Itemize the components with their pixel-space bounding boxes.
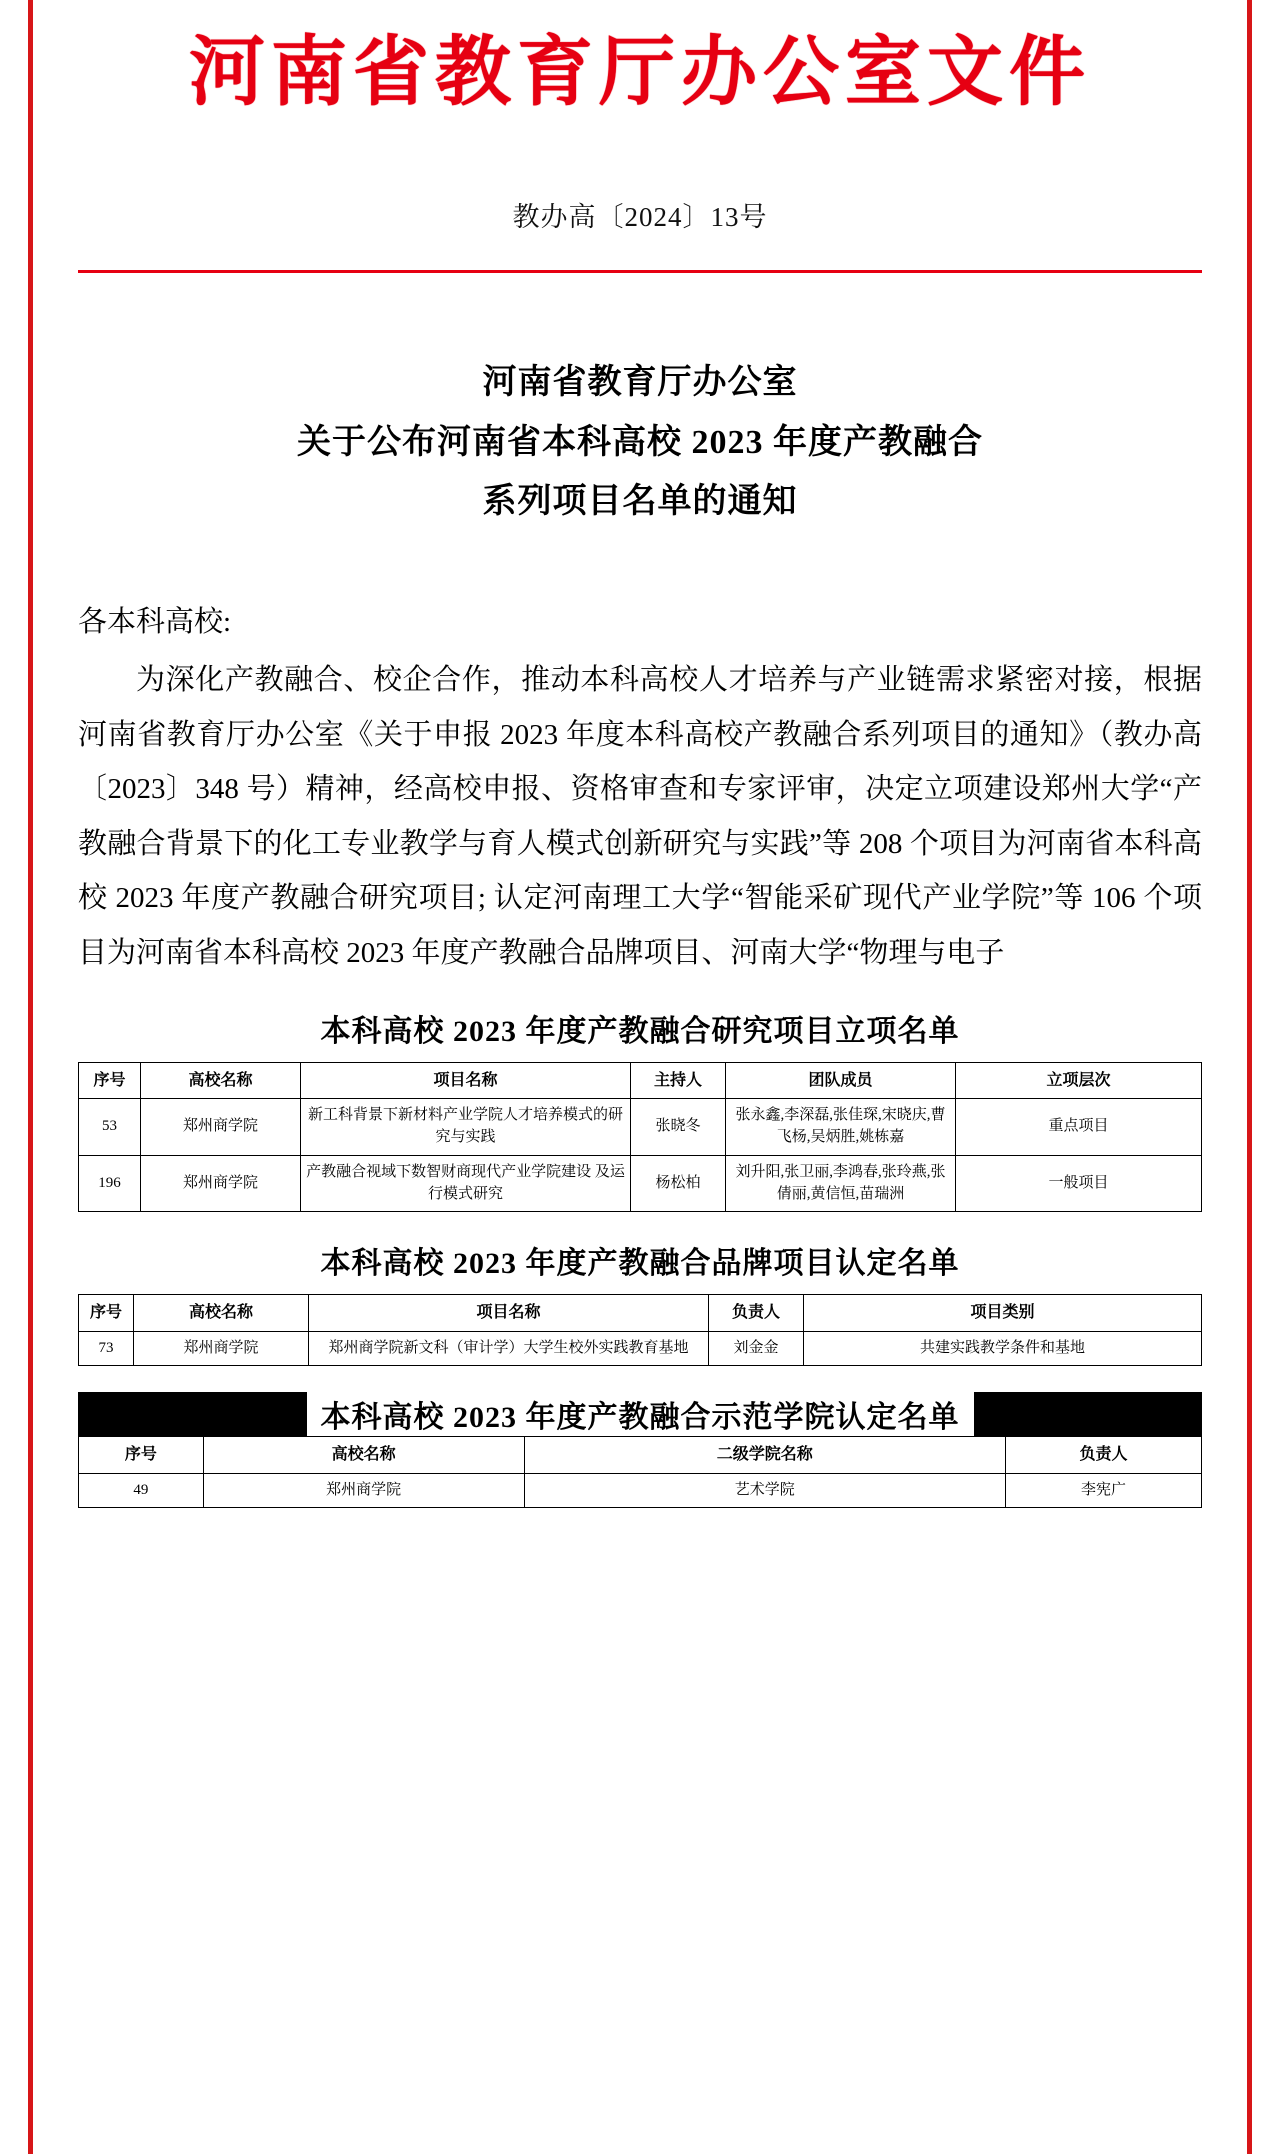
th-level: 立项层次 (956, 1063, 1202, 1099)
cell-project: 产教融合视域下数智财商现代产业学院建设 及运行模式研究 (301, 1155, 631, 1212)
th-college: 二级学院名称 (524, 1437, 1005, 1473)
cell-college: 艺术学院 (524, 1473, 1005, 1508)
th-leader: 负责人 (1005, 1437, 1201, 1473)
table-row (79, 1099, 1202, 1156)
th-leader: 主持人 (631, 1063, 726, 1099)
th-leader: 负责人 (709, 1295, 804, 1331)
document-red-title: 河南省教育厅办公室文件 (189, 31, 1091, 115)
cell-leader: 杨松柏 (631, 1155, 726, 1212)
body-paragraph: 为深化产教融合、校企合作，推动本科高校人才培养与产业链需求紧密对接，根据河南省教育厅办公室《关于申报 2023 年度本科高校产教融合系列项目的通知》（教办高〔2023〕348 号）精神，经高校申报、资格审查和专家评审，决定立项建设郑州大学“产教融合背景下的化工专业教学与育人模式创新研究与实践”等 208 个项目为河南省本科高校 2023 年度产教融合研究项目; 认定河南理工大学“智能采矿现代产业学院”等 106 个项目为河南省本科高校 2023 年度产教融合品牌项目、河南大学“物理与电子 (78, 664, 1202, 969)
document-number: 教办高〔2024〕13号 (512, 202, 768, 233)
heading-line-2: 关于公布河南省本科高校 2023 年度产教融合 (297, 423, 983, 461)
th-category: 项目类别 (804, 1295, 1202, 1331)
demo-college-table (78, 1436, 1202, 1508)
th-no: 序号 (79, 1437, 204, 1473)
document-heading (78, 353, 1202, 532)
cell-members: 刘升阳,张卫丽,李鸿春,张玲燕,张倩丽,黄信恒,苗瑞洲 (726, 1155, 956, 1212)
table-header-row (79, 1437, 1202, 1473)
cell-no: 53 (79, 1099, 141, 1156)
right-red-rule (1247, 0, 1252, 2154)
table-row (79, 1331, 1202, 1366)
cell-school: 郑州商学院 (134, 1331, 309, 1366)
research-project-table (78, 1062, 1202, 1212)
section1-title: 本科高校 2023 年度产教融合研究项目立项名单 (320, 1015, 960, 1049)
table-header-row (79, 1295, 1202, 1331)
section3-title: 本科高校 2023 年度产教融合示范学院认定名单 (307, 1392, 974, 1436)
heading-line-1: 河南省教育厅办公室 (482, 364, 798, 402)
section3-title-strip (78, 1392, 1202, 1436)
section2-title: 本科高校 2023 年度产教融合品牌项目认定名单 (320, 1247, 960, 1281)
cell-level: 一般项目 (956, 1155, 1202, 1212)
table-row (79, 1473, 1202, 1508)
th-members: 团队成员 (726, 1063, 956, 1099)
heading-line-3: 系列项目名单的通知 (482, 483, 798, 521)
cell-project: 郑州商学院新文科（审计学）大学生校外实践教育基地 (309, 1331, 709, 1366)
table-row (79, 1155, 1202, 1212)
th-school: 高校名称 (203, 1437, 524, 1473)
cell-school: 郑州商学院 (141, 1155, 301, 1212)
table-header-row (79, 1063, 1202, 1099)
cell-no: 73 (79, 1331, 134, 1366)
red-divider (78, 270, 1202, 273)
cell-leader: 张晓冬 (631, 1099, 726, 1156)
cell-school: 郑州商学院 (203, 1473, 524, 1508)
cell-project: 新工科背景下新材料产业学院人才培养模式的研究与实践 (301, 1099, 631, 1156)
cell-no: 49 (79, 1473, 204, 1508)
th-school: 高校名称 (141, 1063, 301, 1099)
th-school: 高校名称 (134, 1295, 309, 1331)
brand-project-table (78, 1294, 1202, 1366)
cell-school: 郑州商学院 (141, 1099, 301, 1156)
cell-members: 张永鑫,李深磊,张佳琛,宋晓庆,曹飞杨,吴炳胜,姚栋嘉 (726, 1099, 956, 1156)
salutation: 各本科高校: (78, 605, 232, 638)
th-no: 序号 (79, 1063, 141, 1099)
cell-category: 共建实践教学条件和基地 (804, 1331, 1202, 1366)
cell-leader: 李宪广 (1005, 1473, 1201, 1508)
th-project: 项目名称 (309, 1295, 709, 1331)
cell-no: 196 (79, 1155, 141, 1212)
th-project: 项目名称 (301, 1063, 631, 1099)
cell-level: 重点项目 (956, 1099, 1202, 1156)
th-no: 序号 (79, 1295, 134, 1331)
cell-leader: 刘金金 (709, 1331, 804, 1366)
left-red-rule (28, 0, 33, 2154)
